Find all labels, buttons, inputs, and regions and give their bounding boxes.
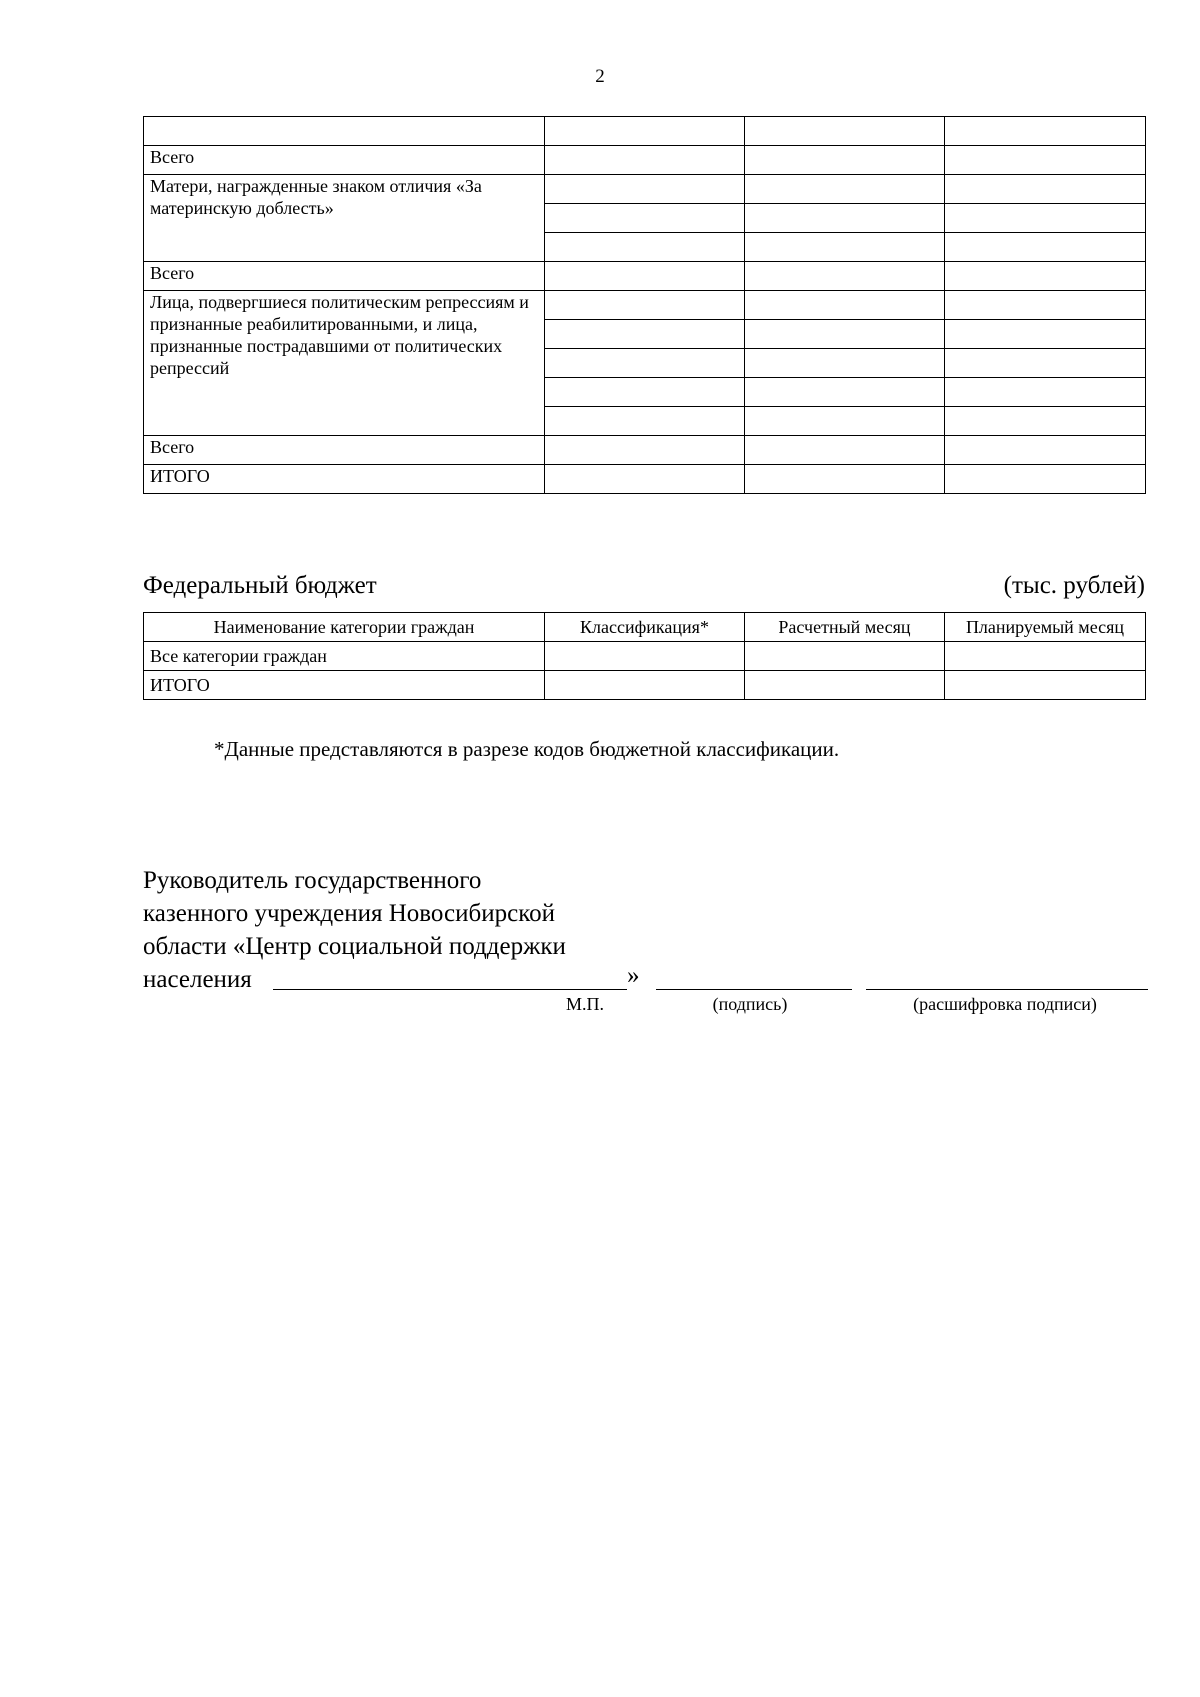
cell [945,146,1146,175]
signature-line[interactable] [656,989,852,990]
cell [545,320,745,349]
cell [745,407,945,436]
row-label: Все категории граждан [144,642,545,671]
cell [945,436,1146,465]
cell [545,262,745,291]
cell [545,642,745,671]
signature-block [143,864,566,996]
header-planned-month: Планируемый месяц [945,613,1146,642]
table-row [144,291,1146,320]
cell [945,175,1146,204]
row-label: Всего [144,436,545,465]
cell [545,291,745,320]
row-label: Лица, подвергшиеся политическим репрессиям и признанные реабилитированными, и лица, признанные пострадавшими от политических репрессий [144,291,545,436]
cell [745,320,945,349]
row-label: Всего [144,146,545,175]
total-label: ИТОГО [144,671,545,700]
row-label: Всего [144,262,545,291]
cell [945,233,1146,262]
cell [745,233,945,262]
row-label: Матери, награжденные знаком отличия «За материнскую доблесть» [144,175,545,262]
cell [545,349,745,378]
row-label [144,117,545,146]
cell [745,204,945,233]
cell [545,204,745,233]
cell [745,642,945,671]
cell [745,117,945,146]
cell [945,642,1146,671]
page-number: 2 [595,66,605,87]
header-category: Наименование категории граждан [144,613,545,642]
cell [545,117,745,146]
cell [545,146,745,175]
cell [945,671,1146,700]
row-label: ИТОГО [144,465,545,494]
cell [945,117,1146,146]
cell [945,291,1146,320]
cell [745,378,945,407]
table-row [144,436,1146,465]
closing-quote: » [627,962,640,989]
cell [745,262,945,291]
cell [945,378,1146,407]
cell [945,349,1146,378]
institution-name-line[interactable] [273,989,627,990]
table-row [144,117,1146,146]
table-row [144,146,1146,175]
table-row [144,262,1146,291]
header-calc-month: Расчетный месяц [745,613,945,642]
cell [945,320,1146,349]
cell [545,465,745,494]
categories-table [143,116,1146,494]
federal-budget-table [143,612,1146,700]
cell [745,349,945,378]
table-row [144,671,1146,700]
cell [945,407,1146,436]
cell [545,671,745,700]
signature-line-1: Руководитель государственного [143,867,482,894]
cell [545,407,745,436]
cell [545,378,745,407]
cell [745,146,945,175]
header-classification: Классификация* [545,613,745,642]
table-header-row [144,613,1146,642]
table-row [144,175,1146,204]
footnote: *Данные представляются в разрезе кодов бюджетной классификации. [214,737,840,761]
stamp-label: М.П. [565,994,604,1014]
decoding-caption: (расшифровка подписи) [913,994,1097,1014]
signature-caption: (подпись) [712,994,788,1014]
cell [945,465,1146,494]
signature-line-3: области «Центр социальной поддержки [143,933,566,960]
table-row [144,642,1146,671]
cell [545,233,745,262]
cell [745,175,945,204]
table-row [144,465,1146,494]
signature-line-2: казенного учреждения Новосибирской [143,900,555,927]
cell [745,671,945,700]
cell [745,291,945,320]
cell [745,465,945,494]
cell [745,436,945,465]
cell [945,262,1146,291]
cell [945,204,1146,233]
cell [545,436,745,465]
signature-line-4: населения [143,966,252,993]
units-label: (тыс. рублей) [1003,572,1145,599]
decoding-line[interactable] [866,989,1148,990]
federal-budget-title: Федеральный бюджет [143,572,377,599]
cell [545,175,745,204]
